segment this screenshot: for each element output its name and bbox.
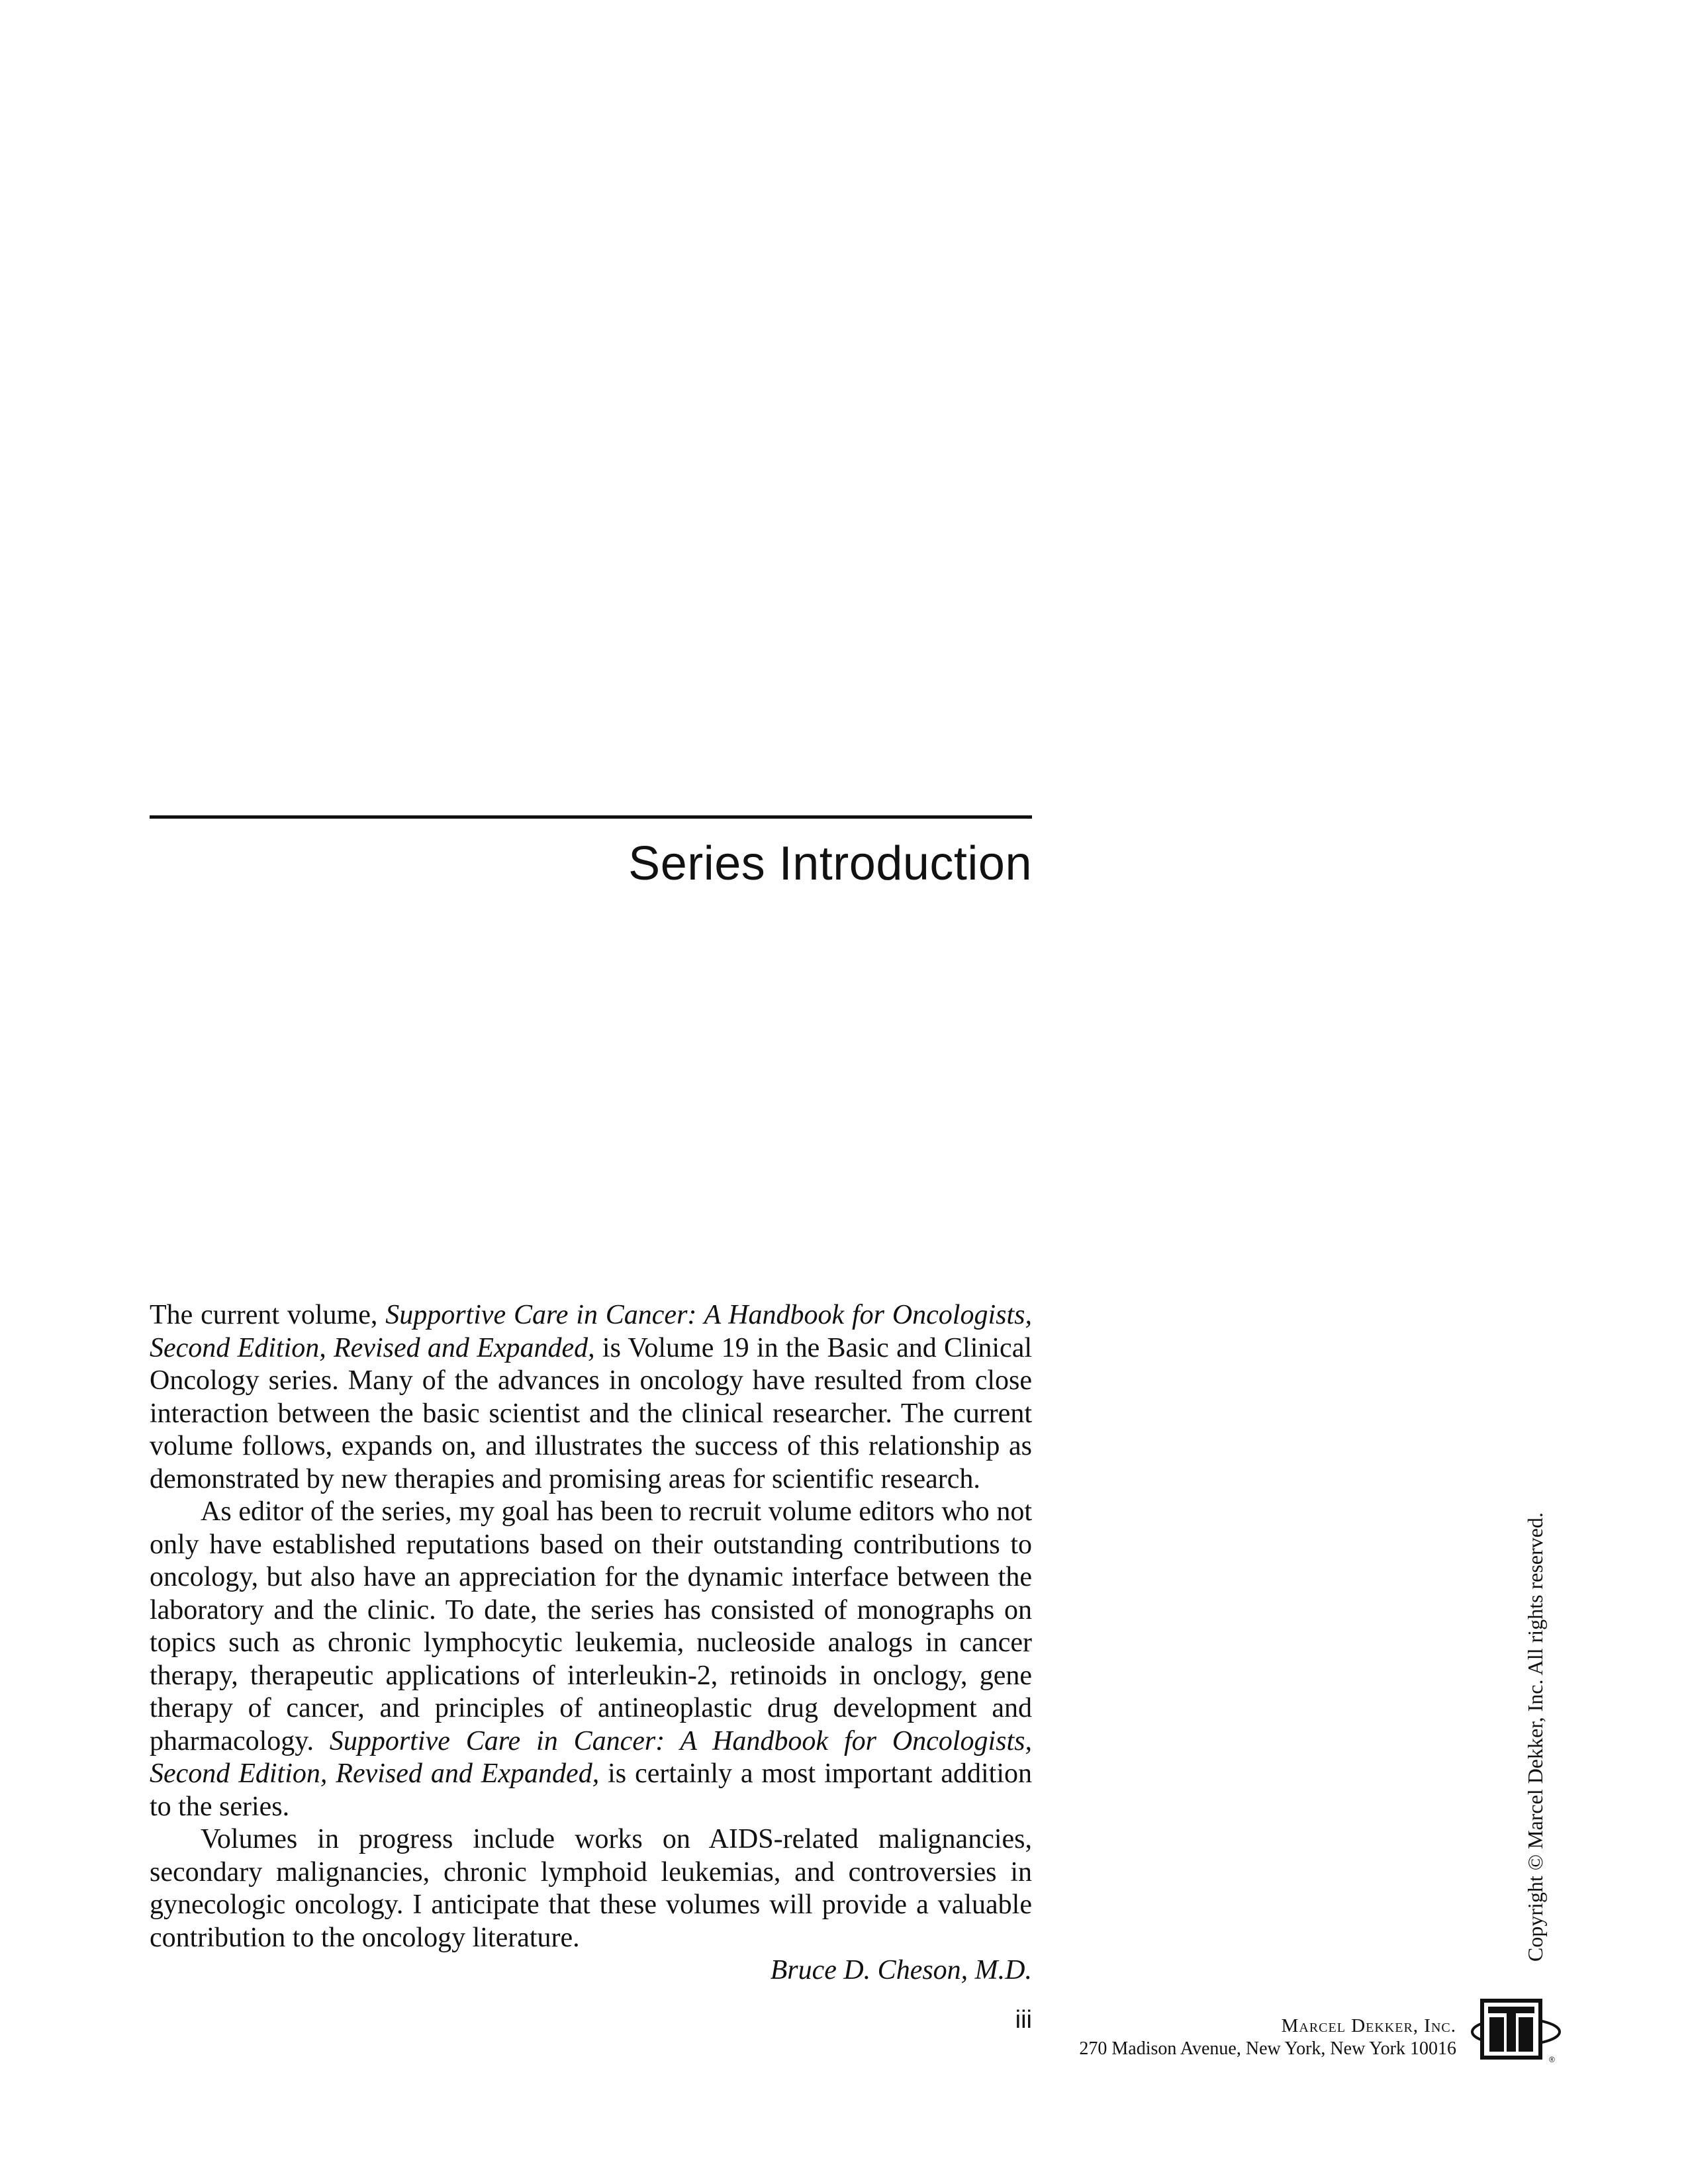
paragraph-2 [150, 1496, 1032, 1823]
page-number: iii [1015, 2006, 1032, 2034]
paragraph-3-text: Volumes in progress include works on AIDS-related malignancies, secondary malignancies, chronic lymphoid leukemias, and controversies in gynecologic oncology. I anticipate that these volumes will provide a valuable contribution to the oncology literature. [150, 1824, 1032, 1953]
publisher-address: 270 Madison Avenue, New York, New York 10016 [1079, 2038, 1456, 2059]
chapter-title: Series Introduction [628, 837, 1032, 890]
paragraph-1 [150, 1299, 1032, 1496]
title-rule [150, 815, 1032, 819]
copyright-notice: Copyright © Marcel Dekker, Inc. All rights reserved. [1523, 1512, 1547, 1962]
paragraph-2-rest: is certainly a most important addition to the series. [150, 1758, 1032, 1822]
paragraph-1-intro: The current volume, [150, 1300, 386, 1330]
author-signature: Bruce D. Cheson, M.D. [770, 1955, 1032, 1985]
publisher-logo-icon [1471, 1993, 1564, 2065]
paragraph-1-rest: is Volume 19 in the Basic and Clinical Oncology series. Many of the advances in oncology have resulted from close interaction between the basic scientist and the clinical researcher. The current volume follows, expands on, and illustrates the success of this relationship as demonstrated by new therapies and promising areas for scientific research. [150, 1332, 1032, 1494]
body-text [150, 1299, 1032, 1954]
book-title-citation: Supportive Care in Cancer: A Handbook for Oncologists, Second Edition, Revised and Expanded, [150, 1725, 1033, 1789]
paragraph-3 [150, 1823, 1032, 1954]
svg-text:®: ® [1549, 2055, 1555, 2064]
book-title-citation: Supportive Care in Cancer: A Handbook for Oncologists, Second Edition, Revised and Expanded, [150, 1300, 1033, 1363]
paragraph-2-text: As editor of the series, my goal has been to recruit volume editors who not only have established reputations based on their outstanding contributions to oncology, but also have an appreciation for the dynamic interface between the laboratory and the clinic. To date, the series has consisted of monographs on topics such as chronic lymphocytic leukemia, nucleoside analogs in cancer therapy, therapeutic applications of interleukin-2, retinoids in onclogy, gene therapy of cancer, and principles of antineoplastic drug development and pharmacology. [150, 1496, 1032, 1756]
publisher-name: Marcel Dekker, Inc. [1281, 2015, 1456, 2036]
